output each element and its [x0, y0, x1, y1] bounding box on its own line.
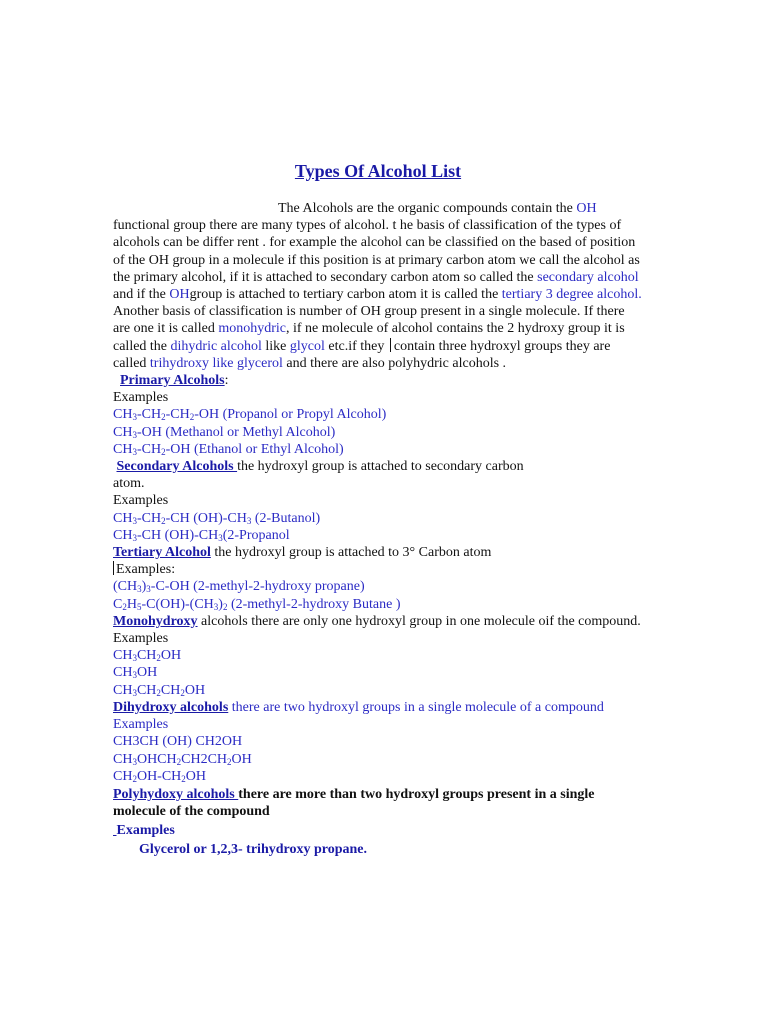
primary-example-1: $CH_3-CH_2-CH_2-OH$ (Propanol or Propyl Alcohol) [113, 407, 387, 423]
term-tertiary-alcohol: tertiary 3 degree alcohol. [501, 287, 642, 303]
tertiary-examples-label: Examples: [113, 561, 643, 578]
dihydroxy-heading-line: Dihydroxy alcohols there are two hydroxyl groups in a single molecule of a compound [113, 699, 604, 715]
monohydroxy-heading-line: Monohydroxy alcohols there are only one hydroxyl group in one molecule oif the compound. [113, 613, 641, 629]
monohydroxy-heading: Monohydroxy [113, 613, 198, 629]
tertiary-heading-line: Tertiary Alcohol the hydroxyl group is attached to 3° Carbon atom [113, 545, 492, 561]
dihydroxy-example-1: CH3CH (OH) CH2OH [113, 734, 243, 750]
secondary-example-1: $CH_3-CH_2-CH$ $(OH)-CH_3$ (2-Butanol) [113, 510, 321, 526]
dihydroxy-example-3: $CH_2OH-CH_2OH$ [113, 768, 207, 784]
monohydroxy-examples-label: Examples [113, 631, 169, 647]
term-monohydric: monohydric [218, 321, 286, 337]
intro-paragraph: The Alcohols are the organic compounds contain the OH functional group there are many types of alcohol. t he basis of classification of the types of alcohols can be differ rent . for example the alcohol can be classified on the based of position of the OH group in a molecule if this position is at primary carbon atom we call the alcohol as the primary alcohol, if it is attached to secondary carbon atom so called the secondary alcohol and if the OHgroup is attached to tertiary carbon atom it is called the tertiary 3 degree alcohol. [113, 201, 642, 303]
term-secondary-alcohol: secondary alcohol [537, 269, 639, 285]
term-oh: OH [169, 287, 190, 303]
polyhydroxy-example-1: Glycerol or 1,2,3- trihydroxy propane. [139, 841, 368, 857]
monohydroxy-example-2: $CH_3OH$ [113, 665, 158, 681]
tertiary-example-1: $(CH_3)_3-C-OH$ (2-methyl-2-hydroxy propane) [113, 579, 365, 595]
classification-paragraph: Another basis of classification is number of OH group present in a single molecule. If there are one it is called monohydric, if ne molecule of alcohol contains the 2 hydroxy group it is called the dihydric alcohol like glycol etc.if they contain three hydroxyl groups they are called trihydroxy like glycerol and there are also polyhydric alcohols . [113, 304, 625, 371]
dihydroxy-heading: Dihydroxy alcohols [113, 699, 229, 715]
polyhydroxy-examples-label: Examples [116, 823, 175, 839]
text-cursor [390, 338, 391, 352]
link-oh: OH [576, 201, 597, 216]
term-dihydric-alcohol: dihydric alcohol [170, 338, 262, 354]
primary-example-2: $CH_3-OH$ (Methanol or Methyl Alcohol) [113, 424, 336, 440]
secondary-heading-line: Secondary Alcohols the hydroxyl group is attached to secondary carbon atom. [113, 459, 524, 492]
term-trihydroxy: trihydroxy like glycerol [149, 355, 283, 371]
tertiary-alcohol-heading: Tertiary Alcohol [113, 545, 211, 561]
term-glycol: glycol [289, 338, 325, 354]
page-title: Types Of Alcohol List [294, 161, 462, 181]
monohydroxy-example-1: $CH_3CH_2OH$ [113, 648, 182, 664]
secondary-examples-label: Examples [113, 493, 169, 509]
primary-alcohols-heading: Primary Alcohols [120, 373, 225, 389]
document-body [113, 160, 643, 858]
dihydroxy-examples-label: Examples [113, 717, 169, 733]
tertiary-example-2: $C_2H_5-C(OH)-(CH_3)_2$ (2-methyl-2-hydroxy Butane ) [113, 596, 401, 612]
dihydroxy-example-2: $CH_3OHCH_2CH2CH_2OH$ [113, 751, 252, 767]
secondary-alcohols-heading: Secondary Alcohols [116, 459, 238, 475]
primary-examples-label: Examples [113, 390, 169, 406]
primary-example-3: $CH_3-CH_2-OH$ (Ethanol or Ethyl Alcohol) [113, 441, 344, 457]
monohydroxy-example-3: $CH_3CH_2CH_2OH$ [113, 682, 206, 698]
polyhydroxy-heading-line: Polyhydoxy alcohols there are more than two hydroxyl groups present in a single molecule of the compound [113, 786, 595, 820]
text-cursor-2 [113, 561, 114, 575]
secondary-example-2: $CH_3-CH$ $(OH)-CH_3(2$-Propanol [113, 527, 290, 543]
polyhydroxy-heading: Polyhydoxy alcohols [113, 786, 239, 802]
primary-heading-line: Primary Alcohols: [120, 373, 229, 389]
